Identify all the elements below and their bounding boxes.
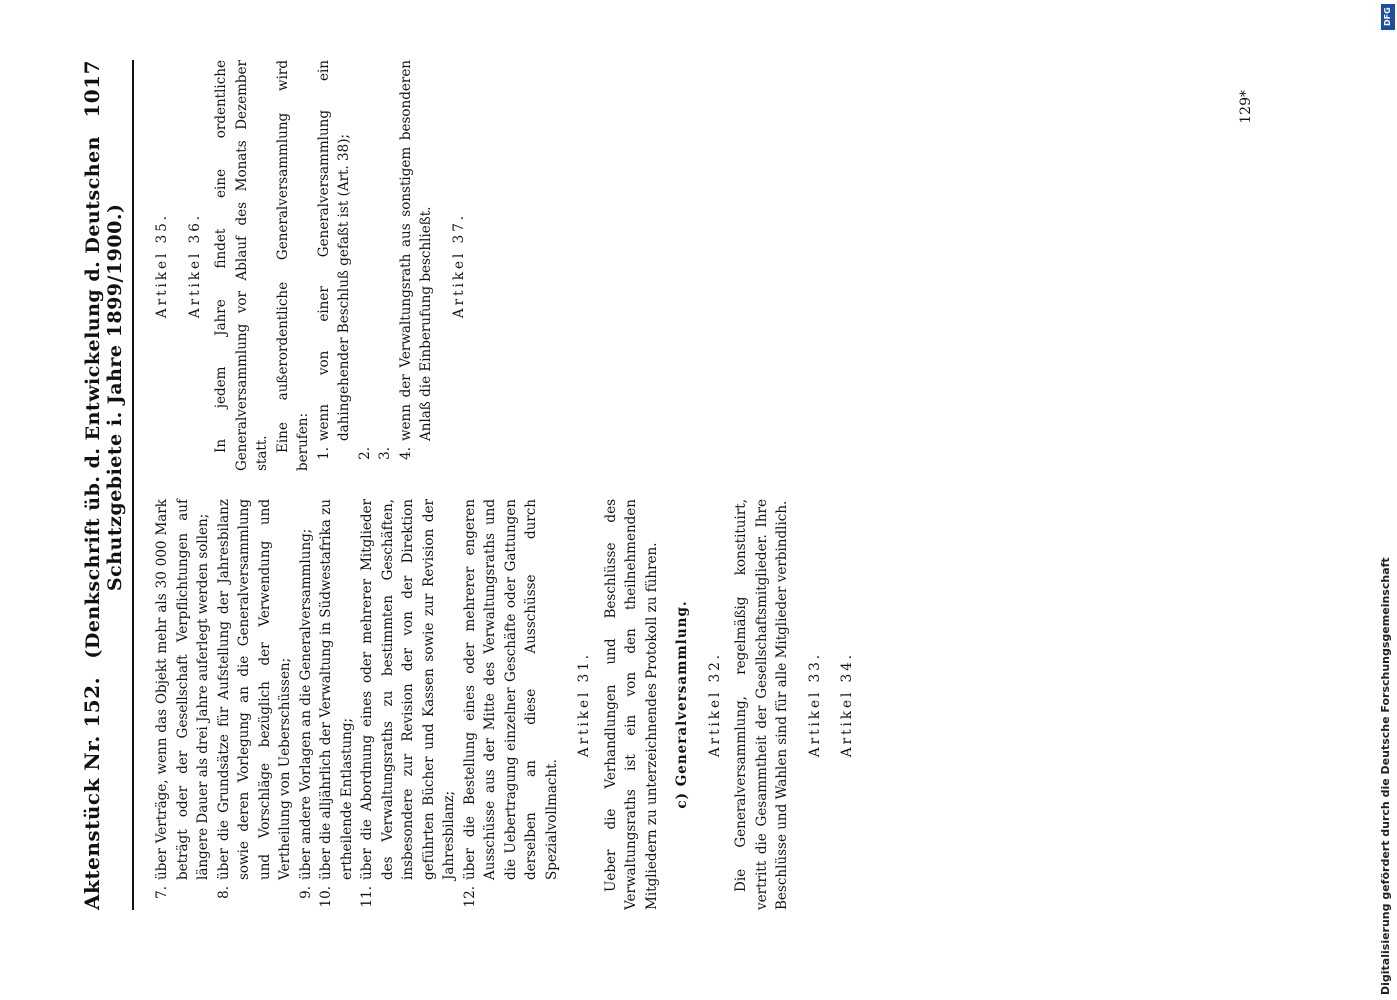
article-heading: Artikel 34. <box>839 651 855 758</box>
digitization-note: Digitalisierung gefördert durch die Deutsche Forschungsgemeinschaft <box>1379 557 1392 995</box>
header-document-number: Aktenstück Nr. 152. <box>80 676 104 910</box>
paragraph: Ueber die Verhandlungen und Beschlüsse des Verwaltungsraths ist ein von den theilnehmenden Mitgliedern zu unterzeichnendes Protokoll zu führen. <box>602 499 660 910</box>
right-column <box>152 60 864 471</box>
article-heading: Artikel 37. <box>450 212 467 319</box>
section-heading: c) Generalversammlung. <box>674 600 690 809</box>
article-heading: Artikel 33. <box>806 651 823 758</box>
sheet-signature: 129* <box>1238 90 1254 124</box>
article-heading: Artikel 36. <box>186 212 203 319</box>
header-title: (Denkschrift üb. d. Entwickelung d. Deutschen Schutzgebiete i. Jahre 1899/1900.) <box>82 136 126 659</box>
running-header <box>80 60 134 910</box>
header-page-number: 1017 <box>80 60 104 118</box>
list-item: 1. wenn von einer Generalversammlung ein dahingehender Beschluß gefaßt ist (Art. 38); <box>315 60 352 460</box>
paragraph: In jedem Jahre findet eine ordentliche Generalversammlung vor Ablauf des Monats Dezember statt. <box>213 60 270 471</box>
list-item: 7. über Verträge, wenn das Objekt mehr als 30 000 Mark beträgt oder der Gesellschaft Verpflichtungen auf längere Dauer als drei Jahre auferlegt werden sollen; <box>154 499 211 899</box>
article-heading: Artikel 35. <box>154 212 170 319</box>
list-item: 4. wenn der Verwaltungsrath aus sonstigem besonderen Anlaß die Einberufung beschließt. <box>397 60 434 460</box>
left-column <box>152 499 864 910</box>
list-item: 12. über die Bestellung eines oder mehrerer engeren Ausschüsse aus der Mitte des Verwaltungsraths und die Uebertragung einzelner Geschäfte oder Gattungen derselben an diese Ausschüsse durch Spezialvollmacht. <box>461 499 560 908</box>
paragraph: Eine außerordentliche Generalversammlung wird berufen: <box>274 60 311 471</box>
text-columns <box>152 60 864 910</box>
article-heading: Artikel 31. <box>576 651 592 758</box>
list-item: 3. <box>377 447 393 460</box>
list-item: 8. über die Grundsätze für Aufstellung der Jahresbilanz sowie deren Vorlegung an die Generalversammlung und Vorschläge bezüglich der Verwendung und Vertheilung von Ueberschüssen; <box>215 499 293 899</box>
list-item: 2. <box>356 447 373 460</box>
dfg-logo: DFG <box>1381 4 1395 30</box>
article-heading: Artikel 32. <box>706 651 723 758</box>
paragraph: Die Generalversammlung, regelmäßig konstituirt, vertritt die Gesammtheit der Gesellschaftsmitglieder. Ihre Beschlüsse und Wahlen sind für alle Mitglieder verbindlich. <box>733 499 790 910</box>
list-item: 10. über die alljährlich der Verwaltung in Südwestafrika zu ertheilende Entlastung; <box>318 499 355 908</box>
list-item: 9. über andere Vorlagen an die Generalversammlung; <box>297 528 314 899</box>
list-item: 11. über die Abordnung eines oder mehrerer Mitglieder des Verwaltungsraths zu bestimmten Geschäften, insbesondere zur Revision der von der Direktion geführten Bücher und Kassen sowie zur Revision der Jahresbilanz; <box>359 499 457 908</box>
